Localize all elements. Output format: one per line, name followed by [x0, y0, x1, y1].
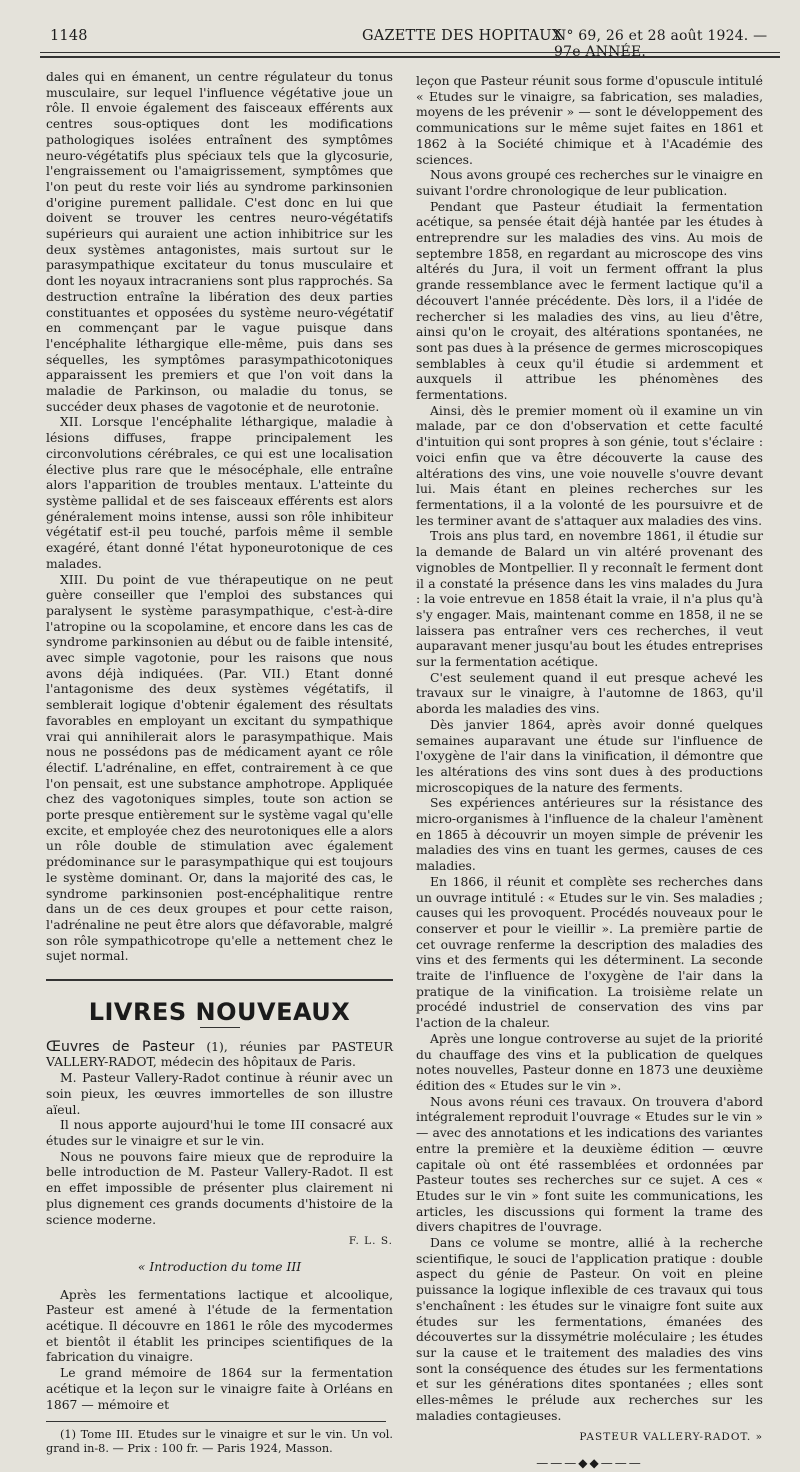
signature: F. L. S.	[348, 1235, 393, 1248]
paragraph: Le grand mémoire de 1864 sur la fermentation acétique et la leçon sur le vinaigre faite à Orléans en 1867 — mémoire et	[46, 1366, 393, 1412]
divider	[200, 1027, 240, 1028]
intro-heading: « Introduction du tome III	[137, 1259, 302, 1274]
paragraph: Nous avons réuni ces travaux. On trouvera d'abord intégralement reproduit l'ouvrage « Etudes sur le vin » — avec des annotations et les indications des variantes entre la première et la deuxième édition — œuvre capitale où ont été rassemblées et ordonnées par Pasteur toutes ses recherches sur ce sujet. A ces « Etudes sur le vin » font suite les communications, les articles, les discussions qui forment la trame des divers chapitres de l'ouvrage.	[416, 1094, 763, 1235]
book-title: Œuvres de Pasteur	[46, 1038, 195, 1055]
end-ornament: ———◆◆———	[536, 1456, 643, 1471]
page-header	[34, 28, 782, 60]
paragraph: Trois ans plus tard, en novembre 1861, il étudie sur la demande de Balard un vin altéré provenant des vignobles de Montpellier. Il y reconnaît le ferment dont il a constaté la présence dans les vins malades du Jura : la voie entrevue en 1858 était la vraie, il n'a plus qu'à s'y engager. Mais, maintenant comme en 1858, il ne se laissera pas entraîner vers ces recherches, il veut auparavant mener jusqu'au bout les études entreprises sur la fermentation acétique.	[416, 529, 763, 670]
paragraph: dales qui en émanent, un centre régulateur du tonus musculaire, sur lequel l'influence végétative joue un rôle. Il envoie également des faisceaux efférents aux centres sous-optiques dont les modifications pathologiques isolées entraînent des symptômes neuro-végétatifs plus spéciaux tels que la glycosurie, l'engraissement ou l'amaigrissement, symptômes que l'on peut du reste voir liés au syndrome parkinsonien d'origine purement pallidale. C'est donc en lui que doivent se trouver les centres neuro-végétatifs supérieurs qui auraient une action inhibitrice sur les deux systèmes antagonistes, mais surtout sur le parasympathique excitateur du tonus musculaire et dont les noyaux intracraniens sont plus rapprochés. Sa destruction entraîne la libération des deux parties constituantes et opposées du système neuro-végétatif en commençant par le vague puisque dans l'encéphalite léthargique elle-même, puis dans ses séquelles, les symptômes parasympathicotoniques apparaissent les premiers et que l'on voit dans la maladie de Parkinson, ou maladie du tonus, se succéder deux phases de vagotonie et de neurotonie.	[46, 70, 393, 414]
book-heading	[46, 1040, 393, 1071]
footnote: (1) Tome III. Etudes sur le vinaigre et sur le vin. Un vol. grand in-8. — Prix : 100 fr. — Paris 1924, Masson.	[46, 1428, 393, 1456]
paragraph: leçon que Pasteur réunit sous forme d'opuscule intitulé « Etudes sur le vinaigre, sa fabrication, ses maladies, moyens de les prévenir » — sont le développement des communications sur le même sujet faites en 1861 et 1862 à la Société chimique et à l'Académie des sciences.	[416, 74, 763, 167]
paragraph: Pendant que Pasteur étudiait la fermentation acétique, sa pensée était déjà hantée par les études à entreprendre sur les maladies des vins. Au mois de septembre 1858, en regardant au microscope des vins altérés du Jura, il voit un ferment offrant la plus grande ressemblance avec le ferment lactique qu'il a découvert l'année précédente. Dès lors, il a l'idée de rechercher si les maladies des vins, au lieu d'être, ainsi qu'on le croyait, des altérations spontanées, ne sont pas dues à la présence de germes microscopiques semblables à ceux qu'il étudie si ardemment et auxquels il attribue les phénomènes des fermentations.	[416, 199, 763, 403]
paragraph: Après une longue controverse au sujet de la priorité du chauffage des vins et la publication de quelques notes nouvelles, Pasteur donne en 1873 une deuxième édition des « Etudes sur le vin ».	[416, 1031, 763, 1093]
paragraph: Nous ne pouvons faire mieux que de reproduire la belle introduction de M. Pasteur Vallery-Radot. Il est en effet impossible de présenter plus clairement ni plus dignement ces grands documents d'histoire de la science moderne.	[46, 1149, 393, 1227]
paragraph: Il nous apporte aujourd'hui le tome III consacré aux études sur le vinaigre et sur le vin.	[46, 1118, 393, 1148]
issue-info: N° 69, 26 et 28 août 1924. — 97e ANNÉE.	[554, 28, 768, 60]
left-column	[46, 70, 393, 1456]
paragraph: M. Pasteur Vallery-Radot continue à réunir avec un soin pieux, les œuvres immortelles de son illustre aïeul.	[46, 1071, 393, 1117]
journal-title: GAZETTE DES HOPITAUX	[362, 28, 563, 44]
paragraph: En 1866, il réunit et complète ses recherches dans un ouvrage intitulé : « Etudes sur le vin. Ses maladies ; causes qui les provoquent. Procédés nouveaux pour le conserver et pour le vieillir ». La première partie de cet ouvrage renferme la description des maladies des vins et des ferments qui les déterminent. La seconde traite de l'influence de l'oxygène de l'air dans la pratique de la vinification. La troisième relate un procédé industriel de conservation des vins par l'action de la chaleur.	[416, 874, 763, 1031]
header-rule-thick	[40, 56, 780, 58]
page-number: 1148	[50, 28, 88, 44]
paragraph: Dès janvier 1864, après avoir donné quelques semaines auparavant une étude sur l'influence de l'oxygène de l'air dans la vinification, il démontre que les altérations des vins sont dues à des productions microscopiques de la nature des ferments.	[416, 717, 763, 795]
paragraph: Ainsi, dès le premier moment où il examine un vin malade, par ce don d'observation et cette faculté d'intuition qui sont propres à son génie, tout s'éclaire : voici enfin que va être découverte la cause des altérations des vins, une voie nouvelle s'ouvre devant lui. Mais étant en pleines recherches sur les fermentations, il a la volonté de les poursuivre et de les terminer avant de s'attaquer aux maladies des vins.	[416, 403, 763, 528]
paragraph: Ses expériences antérieures sur la résistance des micro-organismes à l'influence de la chaleur l'amènent en 1865 à découvrir un moyen simple de prévenir les maladies des vins en tuant les germes, causes de ces maladies.	[416, 796, 763, 874]
paragraph: Après les fermentations lactique et alcoolique, Pasteur est amené à l'étude de la fermentation acétique. Il découvre en 1861 le rôle des mycodermes et bientôt il établit les principes scientifiques de la fabrication du vinaigre.	[46, 1287, 393, 1365]
paragraph: XII. Lorsque l'encéphalite léthargique, maladie à lésions diffuses, frappe principalement les circonvolutions cérébrales, ce qui est une localisation élective plus rare que le mésocéphale, elle entraîne alors l'apparition de troubles mentaux. L'atteinte du système pallidal et de ses faisceaux efférents est alors généralement moins intense, aussi son rôle inhibiteur végétatif est-il peu touché, parfois même il semble exagéré, étant donné l'état hyponeurotonique de ces malades.	[46, 415, 393, 571]
footnote-ref: (1),	[206, 1039, 228, 1054]
footnote-rule	[46, 1421, 386, 1422]
section-title: LIVRES NOUVEAUX	[46, 979, 393, 1021]
signature: PASTEUR VALLERY-RADOT. »	[579, 1431, 763, 1444]
book-author: réunies par PASTEUR VALLERY-RADOT, médecin des hôpitaux de Paris.	[46, 1039, 394, 1070]
paragraph: XIII. Du point de vue thérapeutique on ne peut guère conseiller que l'emploi des substances qui paralysent le système parasympathique, c'est-à-dire l'atropine ou la scopolamine, et encore dans les cas de syndrome parkinsonien au début ou de faible intensité, avec simple vagotonie, pour les raisons que nous avons déjà indiquées. (Par. VII.) Etant donné l'antagonisme des deux systèmes végétatifs, il semblerait logique d'obtenir également des résultats favorables en employant un excitant du sympathique vrai qui annihilerait alors le parasympathique. Mais nous ne possédons pas de médicament ayant ce rôle électif. L'adrénaline, en effet, contrairement à ce que l'on pensait, est une substance amphotrope. Appliquée chez des vagotoniques simples, toute son action se porte presque entièrement sur le système vagal qu'elle excite, et employée chez des neurotoniques elle a alors un rôle double de stimulation avec également prédominance sur le parasympathique qui est toujours le système dominant. Or, dans la majorité des cas, le syndrome parkinsonien post-encéphalitique rentre dans un de ces deux groupes et pour cette raison, l'adrénaline ne peut être alors que défavorable, malgré son rôle sympathicotrope qu'elle a nettement chez le sujet normal.	[46, 572, 393, 964]
right-column	[416, 74, 763, 1472]
header-rule	[40, 52, 780, 53]
paragraph: Nous avons groupé ces recherches sur le vinaigre en suivant l'ordre chronologique de leur publication.	[416, 168, 763, 198]
paragraph: C'est seulement quand il eut presque achevé les travaux sur le vinaigre, à l'automne de 1863, qu'il aborda les maladies des vins.	[416, 670, 763, 717]
paragraph: Dans ce volume se montre, allié à la recherche scientifique, le souci de l'application pratique : double aspect du génie de Pasteur. On voit en pleine puissance la logique inflexible de ces travaux qui tous s'enchaînent : les études sur le vinaigre font suite aux études sur les fermentations, émanées des découvertes sur la dissymétrie moléculaire ; les études sur la cause et le traitement des maladies des vins sont la conséquence des études sur les fermentations et sur les générations dites spontanées ; elles sont elles-mêmes le prélude aux recherches sur les maladies contagieuses.	[416, 1236, 763, 1423]
